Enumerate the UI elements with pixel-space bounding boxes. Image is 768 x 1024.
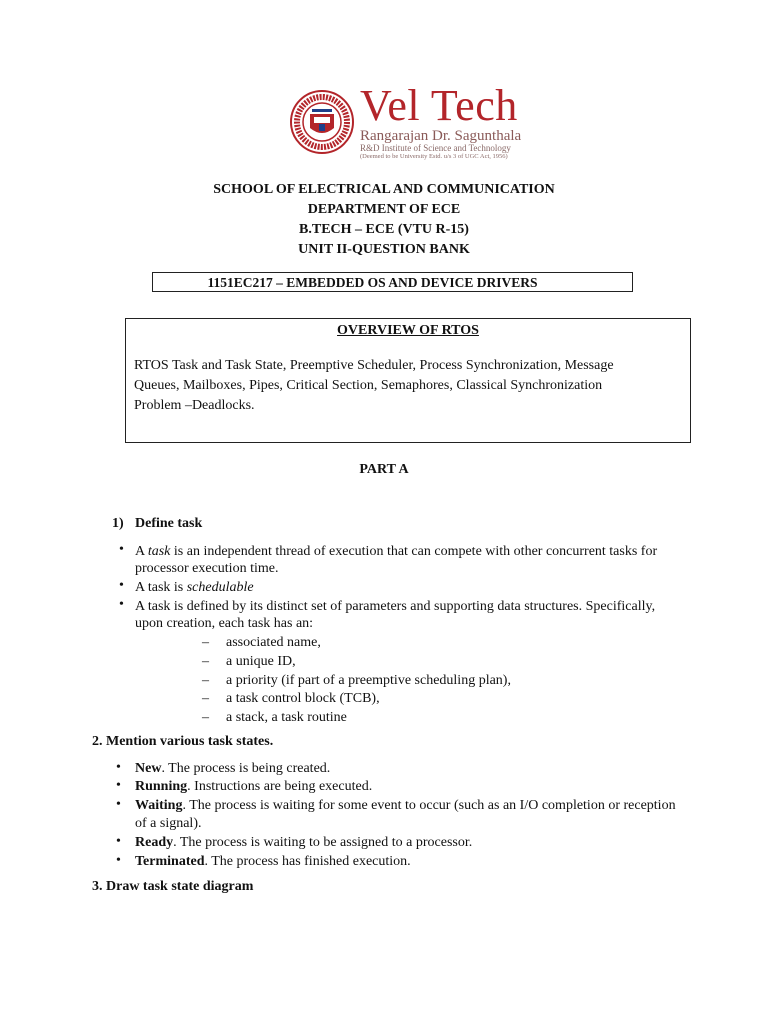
- state-name: New: [135, 761, 162, 776]
- q1-number: 1): [112, 516, 124, 531]
- state-desc: . The process has finished execution.: [204, 854, 411, 869]
- unit-heading: UNIT II-QUESTION BANK: [298, 242, 470, 257]
- q1-b1-prefix: A: [135, 544, 148, 559]
- brand-deemed-note: (Deemed to be University Estd. u/s 3 of UGC Act, 1956): [360, 153, 508, 160]
- bullet-icon: •: [119, 542, 124, 557]
- university-seal-icon: [290, 90, 354, 154]
- q1-title: Define task: [135, 516, 203, 531]
- bullet-icon: •: [119, 578, 124, 593]
- dash-icon: –: [202, 691, 209, 706]
- bullet-icon: •: [116, 760, 121, 775]
- state-desc: . The process is waiting for some event to occur (such as an I/O completion or reception: [182, 798, 676, 813]
- overview-text: [134, 356, 674, 416]
- q2-state-waiting-cont: of a signal).: [135, 816, 202, 831]
- q1-bullet-3: A task is defined by its distinct set of parameters and supporting data structures. Specifically,: [135, 599, 656, 614]
- state-desc: . The process is being created.: [161, 761, 331, 776]
- state-name: Running: [135, 779, 188, 794]
- brand-subtitle: Rangarajan Dr. Sagunthala: [360, 128, 522, 144]
- q1-bullet-1-cont: processor execution time.: [135, 561, 279, 576]
- bullet-icon: •: [116, 797, 121, 812]
- overview-line: RTOS Task and Task State, Preemptive Scheduler, Process Synchronization, Message: [134, 358, 614, 373]
- institution-logo: [290, 81, 530, 162]
- q1-subitem: a priority (if part of a preemptive scheduling plan),: [226, 673, 511, 688]
- q1-subitem: a unique ID,: [226, 654, 296, 669]
- bullet-icon: •: [119, 597, 124, 612]
- q1-b2-prefix: A task is: [135, 580, 187, 595]
- course-title: 1151EC217 – EMBEDDED OS AND DEVICE DRIVERS: [207, 275, 538, 290]
- bullet-icon: •: [116, 853, 121, 868]
- overview-line: Problem –Deadlocks.: [134, 398, 255, 413]
- dash-icon: –: [202, 710, 209, 725]
- q1-bullet-3-cont: upon creation, each task has an:: [135, 616, 314, 631]
- dash-icon: –: [202, 673, 209, 688]
- state-name: Terminated: [135, 854, 205, 869]
- q2-state-waiting: [135, 797, 755, 814]
- course-title-box: [152, 272, 633, 292]
- q2-state-running: [135, 778, 372, 795]
- school-heading: SCHOOL OF ELECTRICAL AND COMMUNICATION: [213, 182, 555, 197]
- q1-b1-text: is an independent thread of execution that can compete with other concurrent tasks for: [170, 544, 658, 559]
- part-a-heading: PART A: [359, 462, 409, 477]
- q2-state-new: [135, 760, 330, 777]
- dash-icon: –: [202, 654, 209, 669]
- bullet-icon: •: [116, 778, 121, 793]
- q1-b1-emphasis: task: [147, 544, 171, 559]
- brand-name: Vel Tech: [360, 81, 518, 130]
- state-desc: . The process is waiting to be assigned to a processor.: [173, 835, 473, 850]
- q1-subitem: a stack, a task routine: [226, 710, 347, 725]
- q3-title: 3. Draw task state diagram: [92, 879, 254, 894]
- state-desc: . Instructions are being executed.: [187, 779, 373, 794]
- overview-box: [125, 318, 691, 443]
- department-heading: DEPARTMENT OF ECE: [307, 202, 461, 217]
- q1-b2-emphasis: schedulable: [186, 580, 254, 595]
- bullet-icon: •: [116, 834, 121, 849]
- overview-line: Queues, Mailboxes, Pipes, Critical Section, Semaphores, Classical Synchronization: [134, 378, 603, 393]
- q1-subitem: associated name,: [226, 635, 321, 650]
- q1-bullet-2: [135, 579, 254, 596]
- q1-subitem: a task control block (TCB),: [226, 691, 380, 706]
- state-name: Ready: [135, 835, 174, 850]
- brand-institute: R&D Institute of Science and Technology: [360, 143, 511, 153]
- q2-title: 2. Mention various task states.: [92, 734, 274, 749]
- q2-state-terminated: [135, 853, 411, 870]
- dash-icon: –: [202, 635, 209, 650]
- programme-heading: B.TECH – ECE (VTU R-15): [299, 222, 469, 237]
- q1-bullet-1: [135, 543, 745, 560]
- overview-title: OVERVIEW OF RTOS: [337, 323, 479, 338]
- state-name: Waiting: [135, 798, 183, 813]
- q2-state-ready: [135, 834, 472, 851]
